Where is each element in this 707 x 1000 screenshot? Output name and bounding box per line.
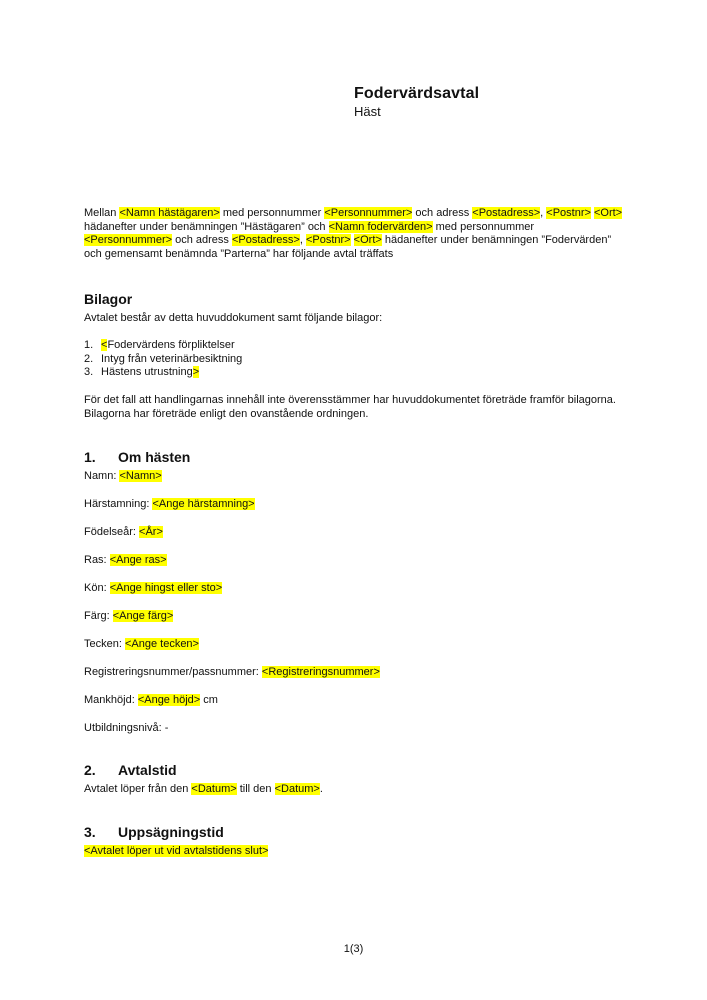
section-title: Uppsägningstid bbox=[118, 824, 224, 840]
field-suffix: cm bbox=[200, 694, 218, 706]
intro-text: hädanefter under benämningen ”Fodervärden” och gemensamt benämnda ”Parterna” har följande avtal träffats bbox=[84, 234, 612, 260]
field-farg bbox=[84, 609, 173, 623]
placeholder-keeper-personnummer[interactable]: <Personnummer> bbox=[84, 234, 173, 247]
field-registreringsnummer bbox=[84, 665, 380, 679]
avtalstid-text: till den bbox=[236, 783, 275, 795]
intro-text: och adress bbox=[172, 234, 232, 247]
field-ras bbox=[84, 553, 167, 567]
intro-text: , bbox=[299, 234, 306, 247]
avtalstid-paragraph bbox=[84, 783, 624, 797]
document-subtitle: Häst bbox=[354, 104, 381, 119]
field-fodelsear bbox=[84, 525, 163, 539]
document-title: Fodervärdsavtal bbox=[354, 85, 480, 102]
placeholder-owner-personnummer[interactable]: <Personnummer> bbox=[324, 207, 413, 219]
list-item-text: Hästens utrustning bbox=[101, 366, 193, 379]
placeholder-namn[interactable]: <Namn> bbox=[119, 470, 162, 482]
placeholder-keeper-name[interactable]: <Namn fodervärden> bbox=[328, 220, 433, 233]
field-label: Mankhöjd: bbox=[84, 694, 138, 706]
field-label: Färg: bbox=[84, 610, 113, 622]
list-item bbox=[84, 353, 242, 367]
field-label: Födelseår: bbox=[84, 526, 140, 538]
intro-paragraph bbox=[84, 207, 624, 261]
placeholder-end-date[interactable]: <Datum> bbox=[274, 783, 320, 795]
placeholder-harstamning[interactable]: <Ange härstamning> bbox=[152, 498, 255, 510]
list-item-text: Intyg från veterinärbesiktning bbox=[101, 352, 243, 365]
placeholder-keeper-postnr[interactable]: <Postnr> bbox=[305, 234, 351, 247]
placeholder-owner-ort[interactable]: <Ort> bbox=[593, 207, 623, 219]
placeholder-tecken[interactable]: <Ange tecken> bbox=[124, 638, 199, 650]
intro-text: Mellan bbox=[84, 207, 120, 219]
field-tecken bbox=[84, 637, 199, 651]
placeholder-owner-postnr[interactable]: <Postnr> bbox=[546, 207, 591, 219]
intro-text: och adress bbox=[412, 207, 473, 219]
field-harstamning bbox=[84, 497, 255, 511]
field-label: Utbildningsnivå: - bbox=[84, 722, 169, 734]
list-item bbox=[84, 366, 242, 380]
list-item-number: 1. bbox=[84, 339, 94, 351]
bilagor-list bbox=[84, 339, 242, 380]
section-number: 3. bbox=[84, 824, 96, 840]
list-item bbox=[84, 339, 242, 353]
intro-text: med personnummer bbox=[432, 220, 535, 233]
placeholder-owner-name[interactable]: <Namn hästägaren> bbox=[119, 207, 220, 219]
bilagor-heading: Bilagor bbox=[84, 291, 133, 307]
field-label: Tecken: bbox=[84, 638, 125, 650]
field-label: Registreringsnummer/passnummer: bbox=[84, 666, 262, 678]
placeholder-keeper-postadress[interactable]: <Postadress> bbox=[231, 234, 300, 247]
section-title: Avtalstid bbox=[118, 762, 177, 778]
avtalstid-text: Avtalet löper från den bbox=[84, 783, 192, 795]
list-item-number: 3. bbox=[84, 366, 94, 379]
placeholder-hojd[interactable]: <Ange höjd> bbox=[137, 694, 201, 706]
field-label: Härstamning: bbox=[84, 498, 153, 510]
section-1-heading bbox=[84, 449, 190, 465]
list-item-text: Fodervärdens förpliktelser bbox=[107, 339, 235, 351]
field-label: Namn: bbox=[84, 470, 120, 482]
intro-text: , bbox=[540, 207, 547, 219]
page-number: 1(3) bbox=[343, 943, 364, 955]
section-2-heading bbox=[84, 762, 177, 778]
section-number: 2. bbox=[84, 762, 96, 778]
precedence-paragraph: För det fall att handlingarnas innehåll inte överensstämmer har huvuddokumentet företräde framför bilagorna. Bilagorna har företräde enligt den ovanstående ordningen. bbox=[84, 394, 616, 420]
section-number: 1. bbox=[84, 449, 96, 465]
placeholder-start-date[interactable]: <Datum> bbox=[191, 783, 237, 795]
field-kon bbox=[84, 581, 222, 595]
field-label: Kön: bbox=[84, 582, 110, 594]
section-title: Om hästen bbox=[118, 449, 191, 465]
placeholder-uppsagning[interactable]: <Avtalet löper ut vid avtalstidens slut> bbox=[84, 845, 269, 857]
field-utbildningsniva bbox=[84, 721, 168, 735]
placeholder-ar[interactable]: <År> bbox=[139, 526, 163, 538]
placeholder-owner-postadress[interactable]: <Postadress> bbox=[472, 207, 541, 219]
placeholder-farg[interactable]: <Ange färg> bbox=[112, 610, 174, 622]
intro-text: hädanefter under benämningen ”Hästägaren” och bbox=[84, 220, 329, 233]
field-label: Ras: bbox=[84, 554, 110, 566]
placeholder-ras[interactable]: <Ange ras> bbox=[109, 554, 167, 566]
list-item-open-bracket: < bbox=[101, 339, 108, 351]
field-mankhojd bbox=[84, 693, 218, 707]
placeholder-kon[interactable]: <Ange hingst eller sto> bbox=[109, 582, 223, 594]
section-3-heading bbox=[84, 824, 224, 840]
field-namn bbox=[84, 469, 162, 483]
avtalstid-text: . bbox=[319, 783, 323, 795]
list-item-number: 2. bbox=[84, 352, 94, 365]
uppsagningstid-paragraph bbox=[84, 845, 624, 859]
list-item-close-bracket: > bbox=[192, 366, 200, 379]
placeholder-keeper-ort[interactable]: <Ort> bbox=[353, 234, 382, 247]
bilagor-lead: Avtalet består av detta huvuddokument samt följande bilagor: bbox=[84, 312, 383, 324]
placeholder-registreringsnummer[interactable]: <Registreringsnummer> bbox=[261, 666, 380, 678]
intro-text: med personnummer bbox=[219, 207, 325, 219]
